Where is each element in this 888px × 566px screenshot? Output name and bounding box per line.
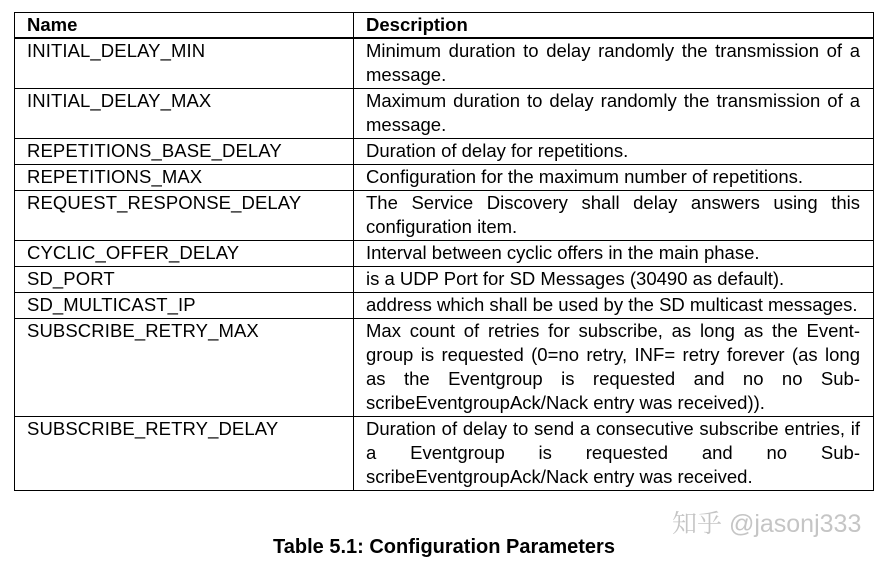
table-caption: Table 5.1: Configuration Parameters bbox=[273, 536, 615, 558]
parameter-description: Max count of retries for subscribe, as long as the Eventgroup is requested (0=no retry, INF= retry forever (as long as the Eventgroup is requested and no no SubscribeEventgroupAck/Nack entry was received)). bbox=[354, 319, 874, 417]
parameter-name: SD_PORT bbox=[15, 267, 354, 293]
table-row bbox=[15, 319, 874, 417]
parameter-description: Duration of delay for repetitions. bbox=[354, 139, 874, 165]
table-row bbox=[15, 89, 874, 139]
parameter-description: Minimum duration to delay randomly the transmission of a message. bbox=[354, 38, 874, 89]
table-row bbox=[15, 165, 874, 191]
parameter-name: SD_MULTICAST_IP bbox=[15, 293, 354, 319]
table-row bbox=[15, 417, 874, 491]
parameter-name: REPETITIONS_MAX bbox=[15, 165, 354, 191]
parameter-description: Configuration for the maximum number of repetitions. bbox=[354, 165, 874, 191]
configuration-parameters-table bbox=[14, 12, 874, 491]
column-header-name: Name bbox=[15, 13, 354, 39]
parameter-name: INITIAL_DELAY_MIN bbox=[15, 38, 354, 89]
parameter-description: Interval between cyclic offers in the main phase. bbox=[354, 241, 874, 267]
parameter-description: Maximum duration to delay randomly the transmission of a message. bbox=[354, 89, 874, 139]
table-row bbox=[15, 139, 874, 165]
parameter-name: SUBSCRIBE_RETRY_DELAY bbox=[15, 417, 354, 491]
parameter-name: REQUEST_RESPONSE_DELAY bbox=[15, 191, 354, 241]
parameter-name: CYCLIC_OFFER_DELAY bbox=[15, 241, 354, 267]
parameter-name: SUBSCRIBE_RETRY_MAX bbox=[15, 319, 354, 417]
watermark: 知乎 @jasonj333 bbox=[672, 510, 862, 538]
parameter-description: is a UDP Port for SD Messages (30490 as default). bbox=[354, 267, 874, 293]
table-row bbox=[15, 191, 874, 241]
parameter-name: REPETITIONS_BASE_DELAY bbox=[15, 139, 354, 165]
table-header-row bbox=[15, 13, 874, 39]
table-row bbox=[15, 267, 874, 293]
table-row bbox=[15, 38, 874, 89]
table-row bbox=[15, 293, 874, 319]
parameter-description: address which shall be used by the SD multicast messages. bbox=[354, 293, 874, 319]
parameter-description: Duration of delay to send a consecutive subscribe entries, if a Eventgroup is requested and no SubscribeEventgroupAck/Nack entry was received. bbox=[354, 417, 874, 491]
table-row bbox=[15, 241, 874, 267]
column-header-description: Description bbox=[354, 13, 874, 39]
parameter-description: The Service Discovery shall delay answers using this configuration item. bbox=[354, 191, 874, 241]
parameter-name: INITIAL_DELAY_MAX bbox=[15, 89, 354, 139]
